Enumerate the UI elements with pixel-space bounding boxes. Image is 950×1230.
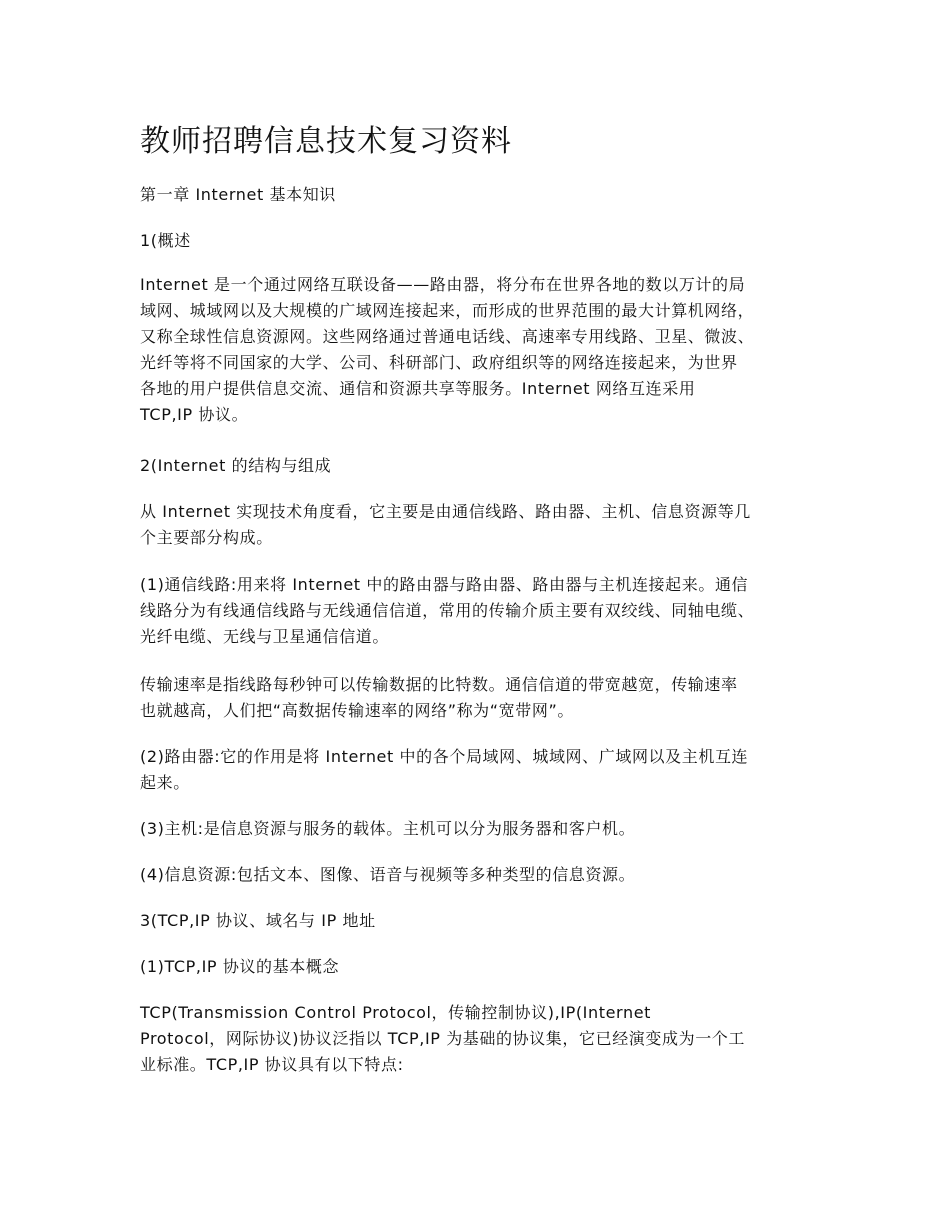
text-line: 线路分为有线通信线路与无线通信信道，常用的传输介质主要有双绞线、同轴电缆、 [140,601,755,620]
text-line: (2)路由器:它的作用是将 Internet 中的各个局域网、城域网、广域网以及主机互连 [140,747,749,766]
paragraph-transmission-rate [140,672,812,724]
paragraph-info-resources: (4)信息资源:包括文本、图像、语音与视频等多种类型的信息资源。 [140,865,636,884]
text-line: Internet 是一个通过网络互联设备——路由器，将分布在世界各地的数以万计的局 [140,275,746,294]
paragraph-overview [140,272,812,428]
text-line: Protocol，网际协议)协议泛指以 TCP,IP 为基础的协议集，它已经演变成为一个工 [140,1029,746,1048]
chapter-heading: 第一章 Internet 基本知识 [140,185,336,204]
paragraph-host: (3)主机:是信息资源与服务的载体。主机可以分为服务器和客户机。 [140,819,636,838]
text-line: TCP,IP 协议。 [140,405,249,424]
text-line: 也就越高，人们把“高数据传输速率的网络”称为“宽带网”。 [140,701,574,720]
paragraph-communication-lines [140,572,812,650]
text-line: 域网、城域网以及大规模的广域网连接起来，而形成的世界范围的最大计算机网络， [140,301,755,320]
paragraph-structure [140,499,812,551]
text-line: 业标准。TCP,IP 协议具有以下特点: [140,1055,404,1074]
paragraph-router [140,744,812,796]
text-line: (1)通信线路:用来将 Internet 中的路由器与路由器、路由器与主机连接起来。通信 [140,575,749,594]
section-3-subheading: (1)TCP,IP 协议的基本概念 [140,957,340,976]
text-line: 又称全球性信息资源网。这些网络通过普通电话线、高速率专用线路、卫星、微波、 [140,327,755,346]
section-2-heading: 2(Internet 的结构与组成 [140,456,332,475]
text-line: TCP(Transmission Control Protocol，传输控制协议),IP(Internet [140,1003,652,1022]
paragraph-tcpip [140,1000,812,1078]
document-title: 教师招聘信息技术复习资料 [140,124,512,159]
section-3-heading: 3(TCP,IP 协议、域名与 IP 地址 [140,911,376,930]
section-1-heading: 1(概述 [140,231,191,250]
text-line: 各地的用户提供信息交流、通信和资源共享等服务。Internet 网络互连采用 [140,379,696,398]
text-line: 传输速率是指线路每秒钟可以传输数据的比特数。通信信道的带宽越宽，传输速率 [140,675,738,694]
text-line: 光纤电缆、无线与卫星通信信道。 [140,627,390,646]
text-line: 起来。 [140,773,190,792]
text-line: 个主要部分构成。 [140,528,273,547]
text-line: 光纤等将不同国家的大学、公司、科研部门、政府组织等的网络连接起来，为世界 [140,353,738,372]
text-line: 从 Internet 实现技术角度看，它主要是由通信线路、路由器、主机、信息资源等几 [140,502,751,521]
